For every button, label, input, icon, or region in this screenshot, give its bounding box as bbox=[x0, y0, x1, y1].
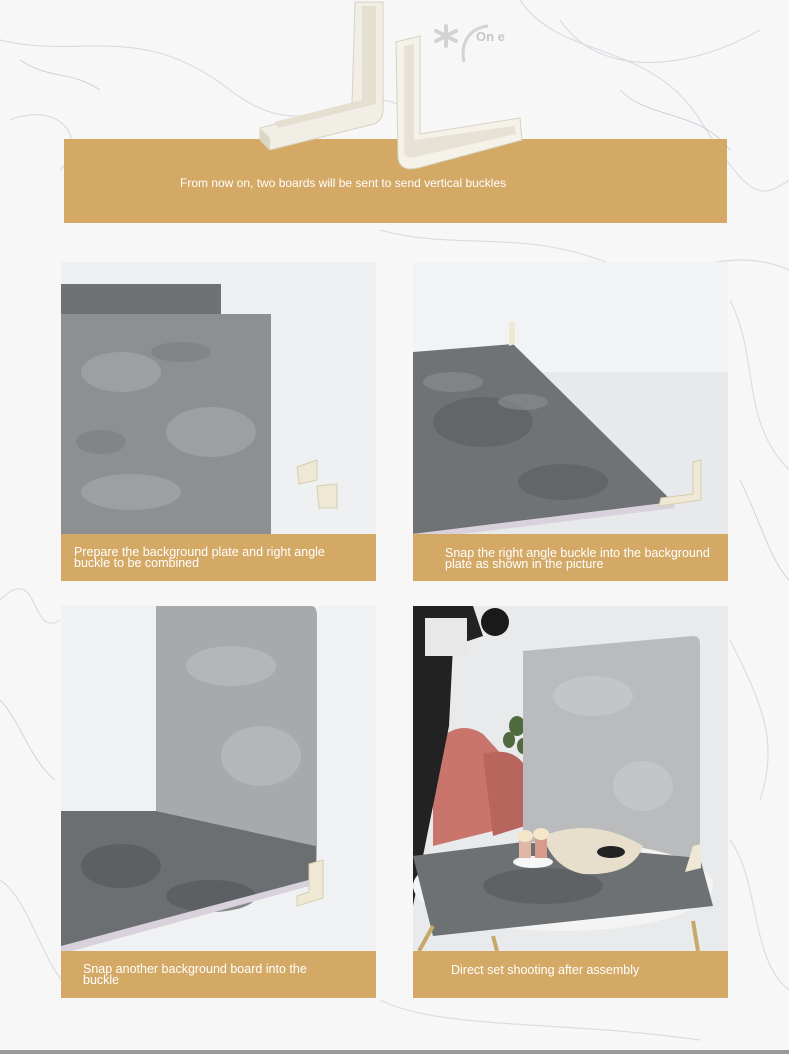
step-3-caption: Snap another background board into the buckle bbox=[83, 962, 307, 987]
step-2-caption-bar bbox=[413, 534, 728, 581]
step-2-photo bbox=[413, 262, 728, 534]
step-4-caption: Direct set shooting after assembly bbox=[451, 963, 640, 977]
step-panel-4 bbox=[413, 606, 728, 999]
step-2-caption: Snap the right angle buckle into the background plate as shown in the picture bbox=[445, 546, 710, 571]
bottom-divider bbox=[0, 1050, 789, 1054]
step-4-photo bbox=[413, 606, 728, 951]
step-4-caption-bar bbox=[413, 951, 728, 998]
step-3-photo bbox=[61, 606, 376, 951]
step-panel-1 bbox=[61, 262, 376, 582]
brand-text: On e bbox=[476, 29, 505, 44]
step-panel-3 bbox=[61, 606, 376, 999]
step-1-photo bbox=[61, 262, 376, 534]
step-3-caption-bar bbox=[61, 951, 376, 998]
step-panel-2 bbox=[413, 262, 728, 582]
banner-text: From now on, two boards will be sent to send vertical buckles bbox=[180, 176, 507, 190]
step-1-caption-bar bbox=[61, 534, 376, 581]
step-1-caption: Prepare the background plate and right angle buckle to be combined bbox=[74, 545, 325, 570]
